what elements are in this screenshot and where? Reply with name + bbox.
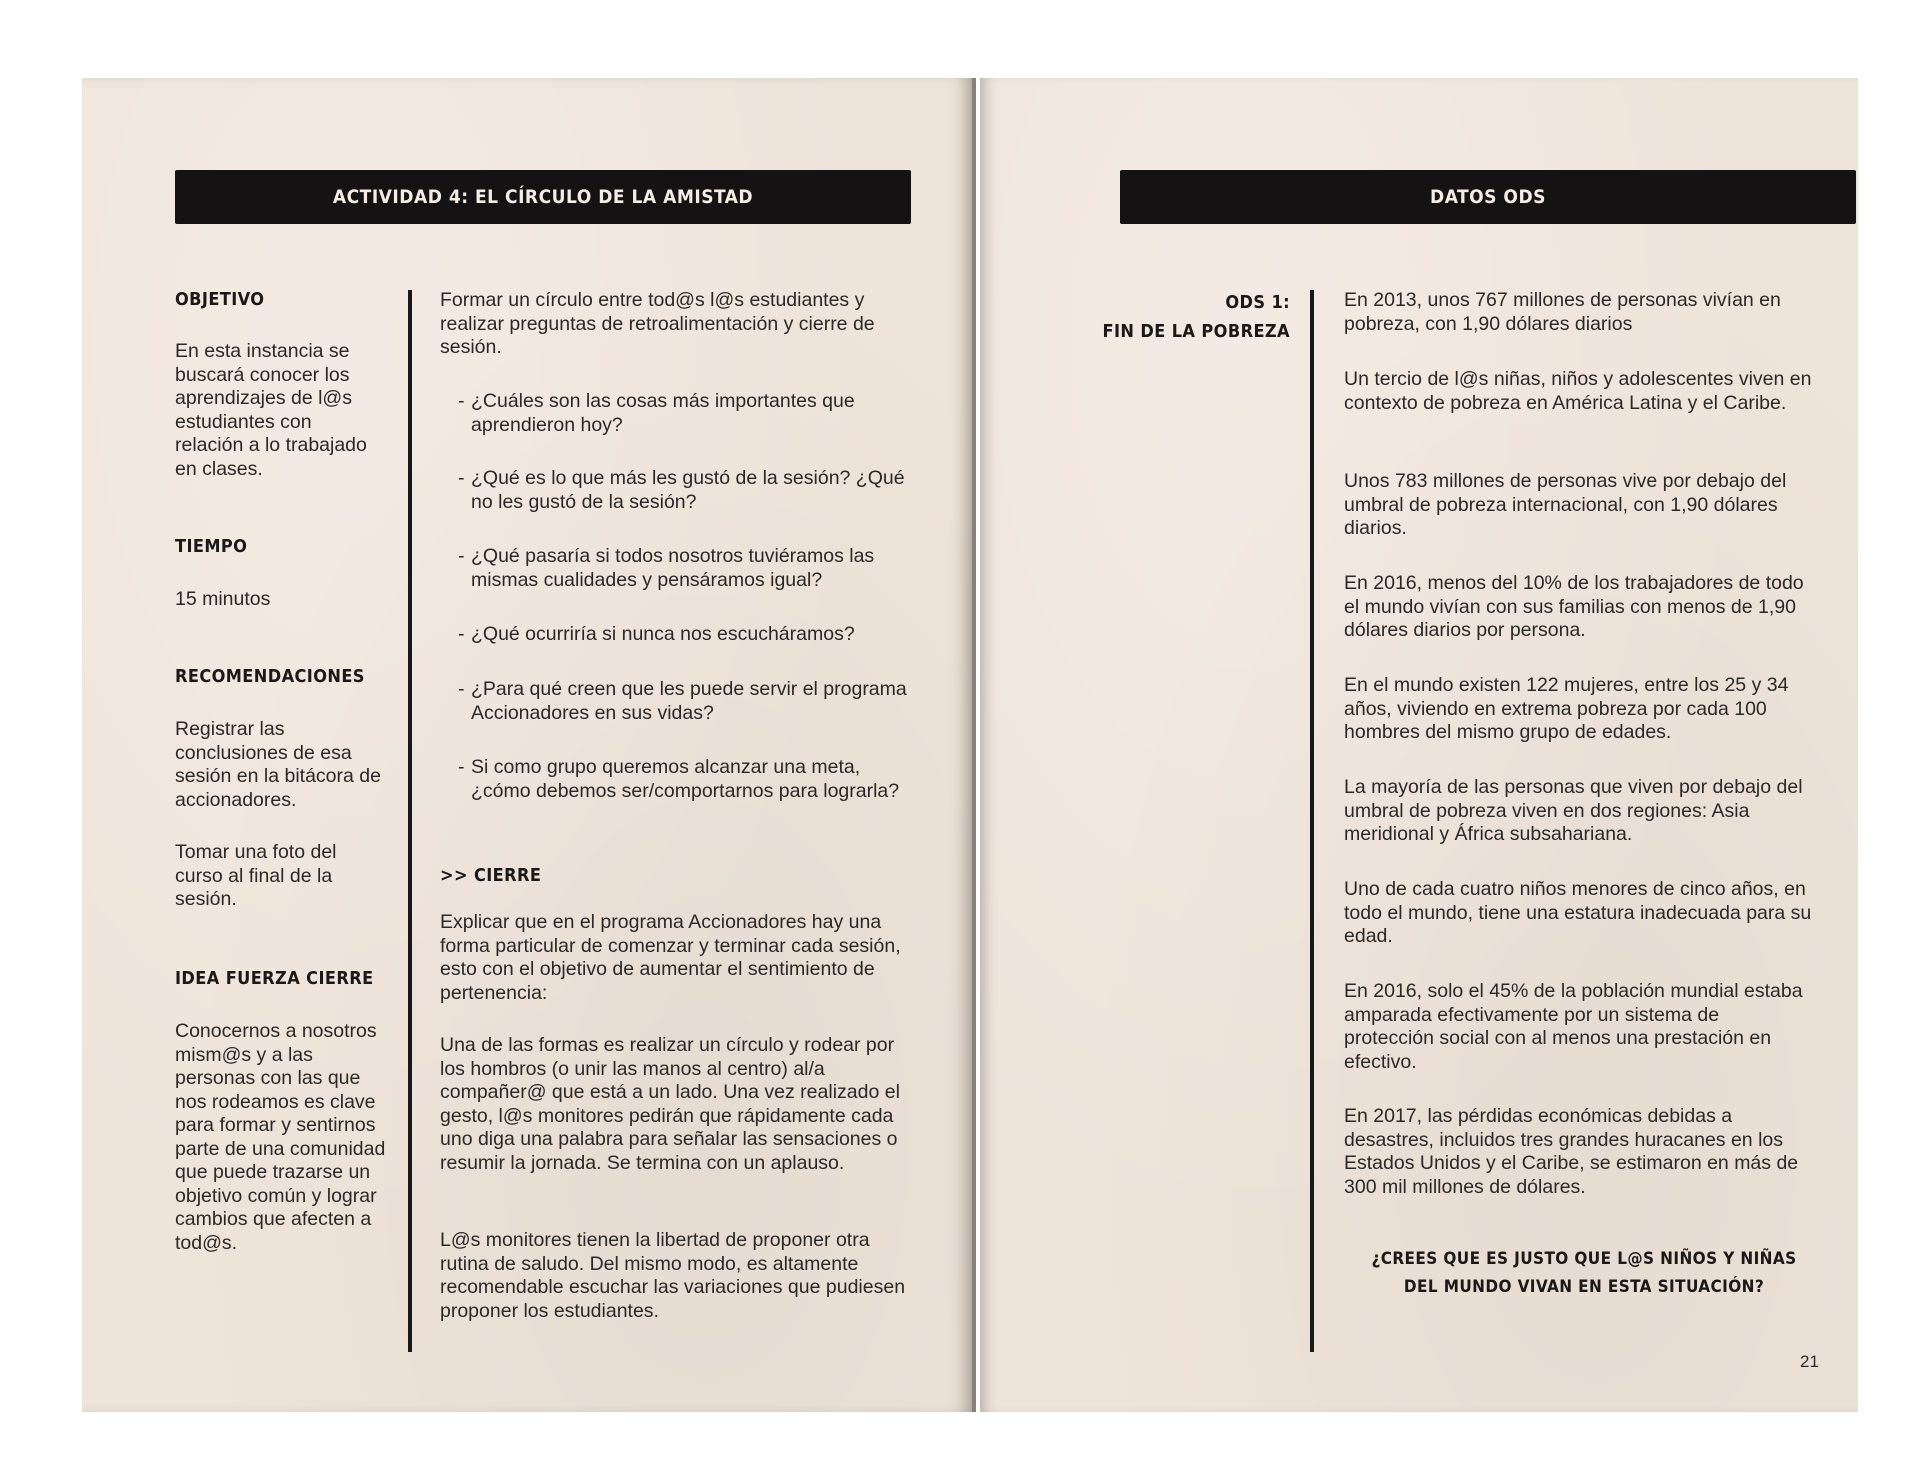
question-text: ¿Qué pasaría si todos nosotros tuviéramos las mismas cualidades y pensáramos igual?	[471, 545, 875, 591]
cierre-paragraph-2: Una de las formas es realizar un círculo y rodear por los hombros (o unir las manos al centro) al/a compañer@ que está a un lado. Una vez realizado el gesto, l@s monitores pedirán que rápidamente cada uno diga una palabra para señalar las sensaciones o resumir la jornada. Se termina con un aplauso.	[440, 1034, 900, 1174]
idea-fuerza-heading: IDEA FUERZA CIERRE	[175, 968, 374, 989]
question-item	[458, 678, 922, 725]
column-divider	[408, 290, 412, 1352]
question-item	[458, 545, 922, 592]
recomendaciones-heading: RECOMENDACIONES	[175, 666, 365, 687]
question-text: Si como grupo queremos alcanzar una meta, ¿cómo debemos ser/comportarnos para lograrla?	[471, 756, 900, 802]
question-text: ¿Para qué creen que les puede servir el programa Accionadores en sus vidas?	[471, 678, 907, 724]
cierre-heading: >> CIERRE	[440, 865, 542, 886]
question-item	[458, 390, 922, 437]
fact-item: Un tercio de l@s niñas, niños y adolescentes viven en contexto de pobreza en América Latina y el Caribe.	[1344, 368, 1812, 414]
activity-title: ACTIVIDAD 4: EL CÍRCULO DE LA AMISTAD	[332, 186, 754, 208]
cierre-paragraph-1: Explicar que en el programa Accionadores hay una forma particular de comenzar y terminar cada sesión, esto con el objetivo de aumentar el sentimiento de pertenencia:	[440, 911, 901, 1004]
recomendaciones-paragraph-1: Registrar las conclusiones de esa sesión en la bitácora de accionadores.	[175, 718, 381, 811]
bullet-dash: -	[458, 678, 465, 700]
cierre-paragraph-3: L@s monitores tienen la libertad de proponer otra rutina de saludo. Del mismo modo, es altamente recomendable escuchar las variaciones que pudiesen proponer los estudiantes.	[440, 1229, 906, 1322]
objetivo-heading: OBJETIVO	[175, 289, 265, 310]
question-text: ¿Cuáles son las cosas más importantes que aprendieron hoy?	[471, 390, 855, 436]
fact-item: En 2017, las pérdidas económicas debidas a desastres, incluidos tres grandes huracanes en los Estados Unidos y el Caribe, se estimaron en más de 300 mil millones de dólares.	[1344, 1105, 1799, 1198]
question-text: ¿Qué ocurriría si nunca nos escucháramos?	[471, 623, 855, 645]
tiempo-heading: TIEMPO	[175, 536, 248, 557]
question-item	[458, 756, 922, 803]
closing-question-line-1: ¿CREES QUE ES JUSTO QUE L@S NIÑOS Y NIÑAS	[1371, 1249, 1797, 1269]
bullet-dash: -	[458, 467, 465, 489]
booklet-spread	[82, 78, 1858, 1412]
idea-fuerza-text: Conocernos a nosotros mism@s y a las personas con las que nos rodeamos es clave para formar y sentirnos parte de una comunidad que puede trazarse un objetivo común y lograr cambios que afecten a tod@s.	[175, 1020, 386, 1254]
facts-list	[1344, 289, 1824, 1289]
fact-item: Unos 783 millones de personas vive por debajo del umbral de pobreza internacional, con 1,90 dólares diarios.	[1344, 470, 1787, 539]
fact-item: En 2016, menos del 10% de los trabajadores de todo el mundo vivían con sus familias con menos de 1,90 dólares diarios por persona.	[1344, 572, 1804, 641]
bullet-dash: -	[458, 390, 465, 412]
left-page	[82, 78, 976, 1412]
fact-item: En el mundo existen 122 mujeres, entre los 25 y 34 años, viviendo en extrema pobreza por cada 100 hombres del mismo grupo de edades.	[1344, 674, 1789, 743]
question-item	[458, 467, 922, 514]
bullet-dash: -	[458, 545, 465, 567]
fact-item: En 2013, unos 767 millones de personas vivían en pobreza, con 1,90 dólares diarios	[1344, 289, 1781, 335]
question-item	[458, 623, 922, 647]
ods-label	[1040, 288, 1290, 346]
bullet-dash: -	[458, 756, 465, 778]
fact-item: Uno de cada cuatro niños menores de cinco años, en todo el mundo, tiene una estatura inadecuada para su edad.	[1344, 878, 1812, 947]
datos-ods-title: DATOS ODS	[1430, 186, 1546, 208]
intro-text: Formar un círculo entre tod@s l@s estudiantes y realizar preguntas de retroalimentación y cierre de sesión.	[440, 289, 875, 358]
recomendaciones-paragraph-2: Tomar una foto del curso al final de la sesión.	[175, 841, 337, 910]
page-number: 21	[1800, 1352, 1819, 1371]
tiempo-text: 15 minutos	[175, 588, 271, 610]
question-text: ¿Qué es lo que más les gustó de la sesión? ¿Qué no les gustó de la sesión?	[471, 467, 905, 513]
bullet-dash: -	[458, 623, 465, 645]
column-divider	[1310, 290, 1314, 1352]
closing-question-line-2: DEL MUNDO VIVAN EN ESTA SITUACIÓN?	[1403, 1277, 1765, 1297]
objetivo-text: En esta instancia se buscará conocer los aprendizajes de l@s estudiantes con relación a lo trabajado en clases.	[175, 340, 367, 480]
activity-banner	[175, 170, 911, 224]
ods-number: ODS 1:	[1225, 292, 1290, 313]
closing-question	[1344, 1245, 1824, 1301]
fact-item: La mayoría de las personas que viven por debajo del umbral de pobreza viven en dos regiones: Asia meridional y África subsahariana.	[1344, 776, 1803, 845]
fact-item: En 2016, solo el 45% de la población mundial estaba amparada efectivamente por un sistema de protección social con al menos una prestación en efectivo.	[1344, 980, 1803, 1073]
ods-name: FIN DE LA POBREZA	[1102, 321, 1290, 342]
datos-ods-banner	[1120, 170, 1856, 224]
right-page	[980, 78, 1858, 1412]
